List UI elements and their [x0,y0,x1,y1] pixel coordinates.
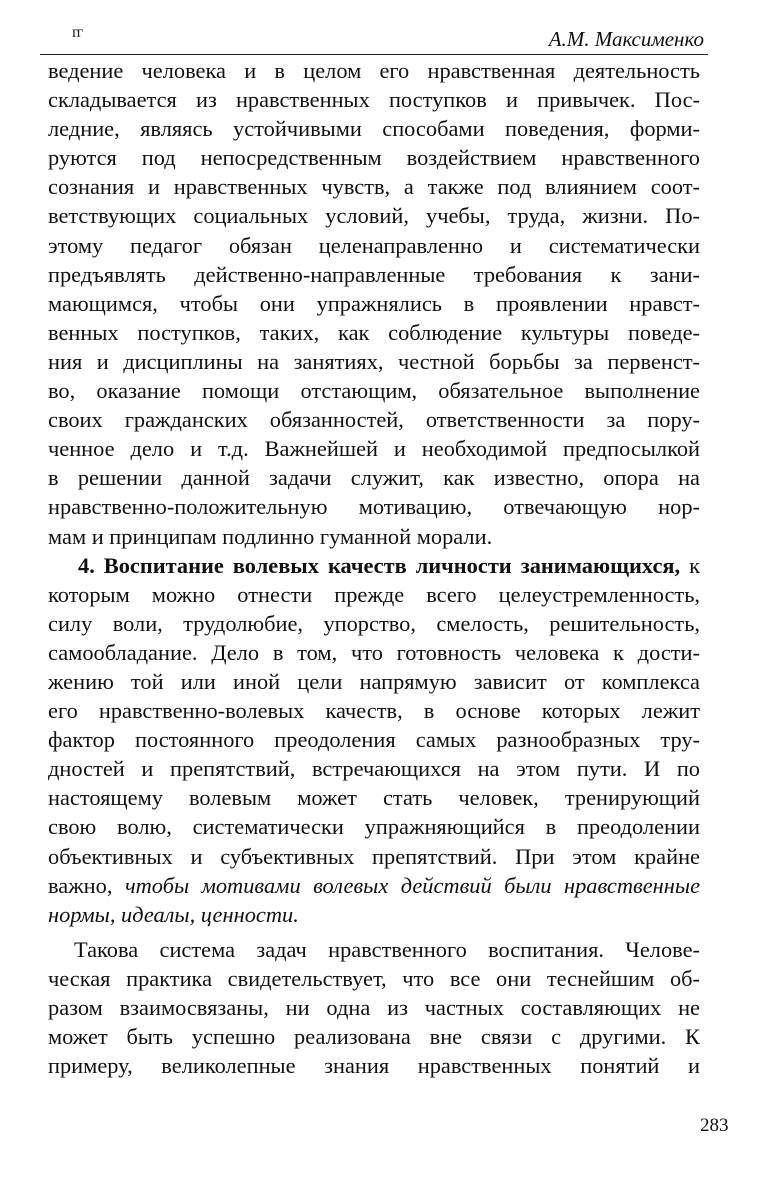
text-line: разом взаимосвязаны, ни одна из частных составляющих не [48,995,700,1020]
running-head-author: А.М. Максименко [548,27,704,51]
text-line: своих гражданских обязанностей, ответственности за пору- [48,407,700,433]
header-rule [40,54,708,55]
text-line: во, оказание помощи отстающим, обязательное выполнение [48,378,700,404]
text-line: примеру, великолепные знания нравственных понятий и [48,1053,700,1079]
text-line: венных поступков, таких, как соблюдение культуры поведе- [48,319,700,345]
corner-mark: ᴦᴦ [72,24,82,41]
text-line: руются под непосредственным воздействием нравственного [48,145,700,171]
text-line: Такова система задач нравственного воспитания. Челове- [74,936,700,962]
text-line: свою волю, систематически упражняющийся в преодолении [48,814,700,840]
page-number: 283 [700,1115,729,1136]
paragraph-system-of-tasks [48,935,700,1080]
paragraph-moral-habits [48,56,700,551]
text-line: дностей и препятствий, встречающихся на этом пути. И по [48,756,700,782]
text-line: мам и принципам подлинно гуманной морали. [48,523,493,549]
text-line: ледние, являясь устойчивыми способами поведения, форми- [48,116,700,142]
text-line: ветствующих социальных условий, учебы, труда, жизни. По- [48,203,700,229]
text-line: жению той или иной цели напрямую зависит от комплекса [48,668,700,694]
italic-emphasis-line: нормы, идеалы, ценности. [48,901,299,927]
text-line: настоящему волевым может стать человек, тренирующий [48,785,700,811]
italic-emphasis: чтобы мотивами волевых действий были нравственные [124,872,701,898]
text-line [48,871,700,900]
text-line: ния и дисциплины на занятиях, честной борьбы за первенст- [48,348,700,374]
paragraph-volitional-qualities [48,551,700,929]
text-run: важно, [48,872,125,898]
text-line: самообладание. Дело в том, что готовность человека к дости- [48,639,700,665]
text-line: складывается из нравственных поступков и привычек. Пос- [48,87,700,113]
body-text [48,56,700,1080]
section-heading-bold: 4. Воспитание волевых качеств личности занимающихся, [78,552,681,578]
text-line: сознания и нравственных чувств, а также под влиянием соот- [48,174,700,200]
text-line: нравственно-положительную мотивацию, отвечающую нор- [48,494,700,520]
text-line: этому педагог обязан целенаправленно и систематически [48,232,700,258]
text-line: ведение человека и в целом его нравственная деятельность [48,58,700,83]
text-line: объективных и субъективных препятствий. При этом крайне [48,843,700,869]
text-line: может быть успешно реализована вне связи с другими. К [48,1024,700,1050]
text-line [48,551,700,580]
text-line: силу воли, трудолюбие, упорство, смелость, решительность, [48,610,700,636]
text-line: в решении данной задачи служит, как известно, опора на [48,465,700,491]
text-line: его нравственно-волевых качеств, в основе которых лежит [48,698,700,724]
text-line: фактор постоянного преодоления самых разнообразных тру- [48,727,700,753]
text-line: которым можно отнести прежде всего целеустремленность, [48,581,700,607]
text-line: предъявлять действенно-направленные требования к зани- [48,261,700,287]
heading-continuation: к [680,552,700,578]
text-line: ческая практика свидетельствует, что все они теснейшим об- [48,965,700,991]
text-line: ченное дело и т.д. Важнейшей и необходимой предпосылкой [48,436,700,462]
text-line: мающимся, чтобы они упражнялись в проявлении нравст- [48,290,700,316]
